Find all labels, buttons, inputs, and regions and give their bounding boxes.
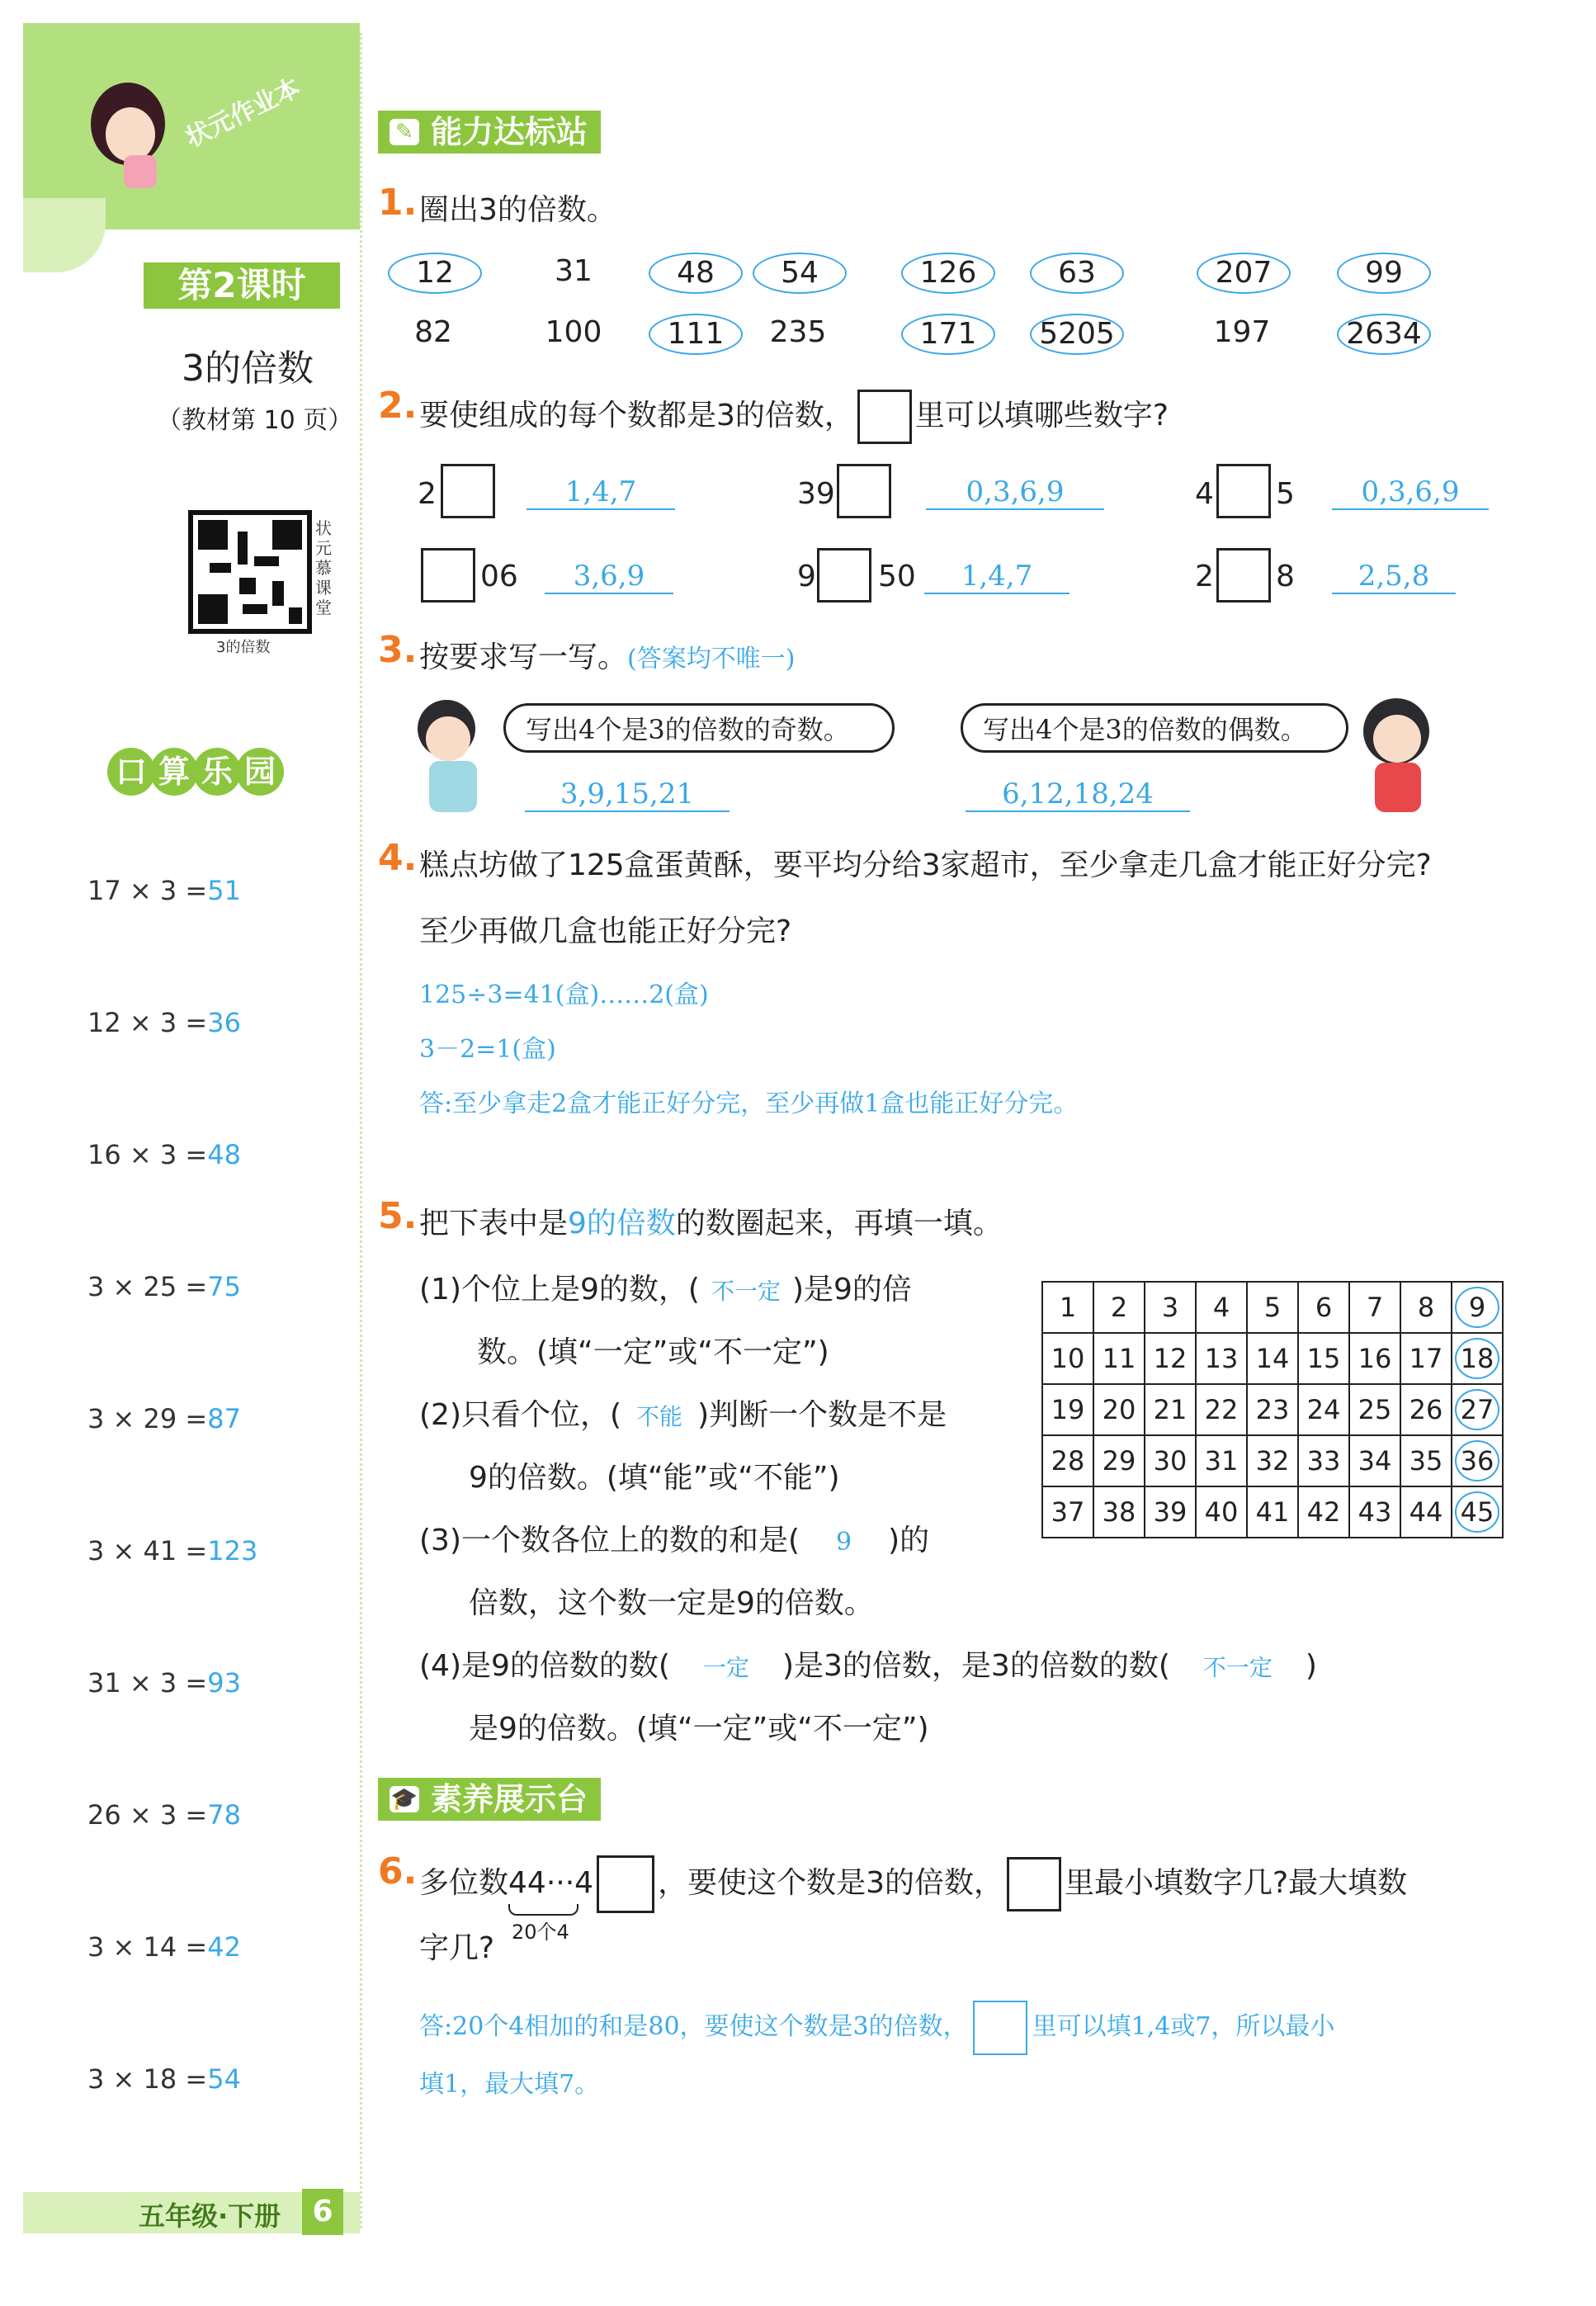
oral-item	[87, 875, 241, 906]
grid-cell[interactable]: 29	[1093, 1435, 1145, 1486]
blank-box-answer	[973, 2001, 1027, 2055]
grid-cell[interactable]: 5	[1247, 1282, 1298, 1333]
q6-number-digits: 44···4	[508, 1866, 594, 1900]
q5-p1-b: )是9的倍	[791, 1273, 912, 1307]
q5-part-3-cont: 倍数，这个数一定是9的倍数。	[469, 1586, 874, 1620]
question-number: 3.	[378, 629, 418, 671]
q1-number[interactable]: 207	[1197, 253, 1291, 294]
oral-title-char: 口	[107, 748, 155, 796]
grid-cell[interactable]: 33	[1298, 1435, 1349, 1486]
boy-mascot-body	[429, 761, 477, 812]
grid-cell[interactable]: 45	[1452, 1486, 1503, 1538]
oral-expr: 16 × 3 =	[87, 1139, 208, 1170]
q2-pre: 39	[797, 477, 835, 511]
oral-answer: 123	[207, 1535, 258, 1566]
grid-cell[interactable]: 25	[1349, 1384, 1400, 1435]
grid-cell[interactable]: 39	[1145, 1486, 1196, 1538]
q2-pre: 2	[1195, 560, 1214, 593]
question-number: 6.	[378, 1850, 418, 1893]
q1-number[interactable]: 126	[901, 253, 995, 294]
question-text	[419, 390, 1169, 444]
q5-part-4-cont: 是9的倍数。(填“一定”或“不一定”)	[469, 1712, 929, 1746]
blank-box[interactable]	[597, 1855, 654, 1913]
oral-expr: 3 × 41 =	[87, 1535, 208, 1566]
section-title: 素养展示台	[431, 1781, 588, 1817]
q6-ans-a: 答:20个4相加的和是80，要使这个数是3的倍数，	[419, 2012, 968, 2041]
grid-cell[interactable]: 28	[1042, 1435, 1093, 1486]
oral-expr: 3 × 18 =	[87, 2063, 208, 2095]
q5-part-1-cont: 数。(填“一定”或“不一定”)	[477, 1335, 829, 1369]
grid-cell[interactable]: 30	[1145, 1435, 1196, 1486]
q3-answer-right: 6,12,18,24	[966, 777, 1190, 812]
grid-cell[interactable]: 3	[1145, 1282, 1196, 1333]
grid-cell[interactable]: 9	[1452, 1282, 1503, 1333]
oral-expr: 31 × 3 =	[87, 1667, 208, 1699]
oral-title-char: 算	[150, 748, 198, 796]
grid-cell[interactable]: 31	[1196, 1435, 1247, 1486]
grid-row	[1042, 1435, 1503, 1486]
grid-cell[interactable]: 1	[1042, 1282, 1093, 1333]
girl-student-body	[1375, 763, 1421, 812]
grid-cell[interactable]: 2	[1093, 1282, 1145, 1333]
q2-post: 8	[1276, 560, 1295, 593]
q5-text-highlight: 9的倍数	[568, 1207, 676, 1240]
grid-cell[interactable]: 6	[1298, 1282, 1349, 1333]
oral-item	[87, 1535, 257, 1566]
blank-box[interactable]	[1007, 1857, 1061, 1911]
q5-p2-answer: 不能	[636, 1403, 683, 1430]
grid-row	[1042, 1282, 1503, 1333]
grid-cell[interactable]: 44	[1400, 1486, 1452, 1538]
question-text	[419, 1200, 1003, 1242]
girl-mascot-face	[106, 107, 155, 162]
q5-text-a: 把下表中是	[419, 1207, 569, 1240]
grid-cell[interactable]: 10	[1042, 1333, 1093, 1384]
question-number: 2.	[378, 385, 418, 427]
grid-cell[interactable]: 23	[1247, 1384, 1298, 1435]
q6-text-b: ，要使这个数是3的倍数，	[658, 1866, 1003, 1900]
question-text	[419, 634, 795, 676]
grid-cell[interactable]: 38	[1093, 1486, 1145, 1538]
grid-cell[interactable]: 20	[1093, 1384, 1145, 1435]
question-number: 5.	[378, 1195, 418, 1237]
question-number: 4.	[378, 837, 418, 879]
oral-expr: 26 × 3 =	[87, 1799, 208, 1831]
blank-box[interactable]	[817, 548, 871, 602]
column-divider	[360, 33, 362, 2228]
q2-answer: 1,4,7	[924, 560, 1070, 594]
q1-number[interactable]: 63	[1030, 253, 1124, 294]
grid-cell[interactable]: 41	[1247, 1486, 1298, 1538]
speech-bubble-right: 写出4个是3的倍数的偶数。	[961, 703, 1348, 753]
q1-number[interactable]: 48	[649, 253, 743, 294]
q3-answer-left: 3,9,15,21	[525, 777, 730, 812]
grid-cell[interactable]: 16	[1349, 1333, 1400, 1384]
q6-answer-line-1	[419, 2001, 1334, 2055]
grid-cell[interactable]: 11	[1093, 1333, 1145, 1384]
q6-text-c: 里最小填数字几?最大填数	[1064, 1866, 1408, 1900]
oral-item	[87, 1931, 241, 1963]
oral-answer: 48	[207, 1139, 241, 1170]
grid-cell[interactable]: 8	[1400, 1282, 1452, 1333]
oral-answer: 42	[207, 1931, 241, 1963]
blank-box[interactable]	[421, 548, 475, 602]
q6-number	[508, 1866, 594, 1944]
question-text: 字几?	[419, 1931, 495, 1965]
grid-row	[1042, 1333, 1503, 1384]
q5-p3-a: (3)一个数各位上的数的和是(	[419, 1524, 800, 1557]
q5-part-1	[419, 1266, 912, 1308]
qr-side-label: 状元慕课堂	[315, 518, 332, 617]
oral-answer: 36	[207, 1007, 241, 1038]
oral-item	[87, 1667, 241, 1699]
grid-cell[interactable]: 14	[1247, 1333, 1298, 1384]
oral-item	[87, 1007, 241, 1038]
grid-cell[interactable]: 7	[1349, 1282, 1400, 1333]
girl-student-face	[1373, 715, 1421, 763]
grid-cell[interactable]: 43	[1349, 1486, 1400, 1538]
grid-cell[interactable]: 35	[1400, 1435, 1452, 1486]
q1-number[interactable]: 235	[769, 315, 827, 349]
q2-answer: 2,5,8	[1332, 560, 1456, 594]
grid-cell[interactable]: 15	[1298, 1333, 1349, 1384]
q2-post: 06	[480, 560, 518, 593]
q2-text-a: 要使组成的每个数都是3的倍数，	[419, 399, 854, 432]
oral-item	[87, 2063, 241, 2095]
q5-part-2	[419, 1392, 947, 1434]
blank-box	[857, 390, 912, 444]
question-text: 至少再做几盒也能正好分完?	[419, 914, 792, 948]
number-grid	[1041, 1281, 1504, 1538]
brace-icon	[508, 1904, 578, 1916]
section-title: 能力达标站	[431, 114, 588, 150]
q1-number[interactable]: 111	[649, 314, 743, 355]
oral-expr: 17 × 3 =	[87, 875, 208, 906]
oral-expr: 3 × 25 =	[87, 1271, 208, 1302]
q2-pre: 4	[1195, 477, 1214, 511]
oral-item	[87, 1139, 241, 1170]
grade-label: 五年级·下册	[139, 2200, 281, 2232]
q5-p2-a: (2)只看个位，(	[419, 1398, 622, 1432]
oral-item	[87, 1403, 241, 1434]
grid-cell[interactable]: 26	[1400, 1384, 1452, 1435]
q6-brace-label: 20个4	[512, 1921, 569, 1944]
q1-number[interactable]: 82	[414, 315, 452, 349]
q1-number[interactable]: 12	[388, 253, 482, 294]
speech-bubble-left: 写出4个是3的倍数的奇数。	[503, 703, 895, 753]
question-text	[419, 1855, 1408, 1944]
grid-cell[interactable]: 34	[1349, 1435, 1400, 1486]
grid-cell[interactable]: 40	[1196, 1486, 1247, 1538]
girl-mascot-body	[124, 155, 157, 188]
lesson-reference: （教材第 10 页）	[157, 406, 353, 435]
lesson-title: 3的倍数	[182, 347, 314, 390]
oral-answer: 54	[207, 2063, 241, 2095]
q5-part-3	[419, 1517, 929, 1559]
grid-cell[interactable]: 37	[1042, 1486, 1093, 1538]
oral-answer: 87	[207, 1403, 241, 1434]
pencil-icon: ✎	[390, 119, 419, 145]
q2-answer: 3,6,9	[545, 560, 673, 594]
oral-expr: 3 × 29 =	[87, 1403, 208, 1434]
q5-p3-b: )的	[888, 1524, 930, 1557]
q2-pre: 2	[418, 477, 437, 511]
grid-cell[interactable]: 4	[1196, 1282, 1247, 1333]
graduation-cap-icon: 🎓	[390, 1787, 418, 1812]
blank-box[interactable]	[837, 464, 891, 518]
grid-cell[interactable]: 42	[1298, 1486, 1349, 1538]
q2-pre: 9	[797, 560, 816, 593]
grid-cell[interactable]: 18	[1452, 1333, 1503, 1384]
q5-p4-a: (4)是9的倍数的数(	[419, 1649, 670, 1683]
q1-number[interactable]: 2634	[1337, 314, 1431, 355]
q1-number[interactable]: 197	[1213, 315, 1271, 349]
q5-part-2-cont: 9的倍数。(填“能”或“不能”)	[469, 1461, 840, 1495]
question-number: 1.	[378, 182, 418, 224]
page-number: 6	[302, 2189, 343, 2235]
grid-cell[interactable]: 19	[1042, 1384, 1093, 1435]
question-text: 圈出3的倍数。	[419, 193, 616, 227]
q2-text-b: 里可以填哪些数字?	[914, 399, 1169, 432]
grid-cell[interactable]: 17	[1400, 1333, 1452, 1384]
oral-answer: 75	[207, 1271, 241, 1302]
oral-expr: 12 × 3 =	[87, 1007, 208, 1038]
q4-answer: 答:至少拿走2盒才能正好分完，至少再做1盒也能正好分完。	[419, 1089, 1079, 1118]
q5-p3-answer: 9	[836, 1528, 852, 1557]
q6-ans-b: 里可以填1,4或7，所以最小	[1032, 2012, 1335, 2041]
q4-work-2: 3－2=1(盒)	[419, 1035, 556, 1064]
q5-p4-b: )是3的倍数，是3的倍数的数(	[781, 1649, 1170, 1683]
lesson-tag: 第2课时	[144, 262, 340, 309]
brand-logo: 状元作业本	[181, 73, 305, 154]
qr-caption: 3的倍数	[216, 639, 271, 656]
qr-code-icon[interactable]	[188, 510, 312, 634]
q1-number[interactable]: 31	[555, 254, 593, 288]
q5-p1-answer: 不一定	[711, 1278, 781, 1305]
oral-answer: 51	[207, 875, 241, 906]
q6-text-a: 多位数	[419, 1866, 509, 1900]
blank-box[interactable]	[441, 464, 495, 518]
q1-number[interactable]: 5205	[1030, 314, 1124, 355]
q1-number[interactable]: 99	[1337, 253, 1431, 294]
q5-p2-b: )判断一个数是不是	[697, 1398, 947, 1432]
q5-p4-answer-1: 一定	[702, 1654, 749, 1681]
grid-cell[interactable]: 21	[1145, 1384, 1196, 1435]
grid-row	[1042, 1486, 1503, 1538]
q5-p4-c: )	[1305, 1649, 1317, 1683]
section-tag-literacy	[378, 1778, 601, 1821]
grid-cell[interactable]: 22	[1196, 1384, 1247, 1435]
grid-cell[interactable]: 24	[1298, 1384, 1349, 1435]
grid-cell[interactable]: 36	[1452, 1435, 1503, 1486]
q4-work-1: 125÷3=41(盒)……2(盒)	[419, 981, 709, 1009]
q5-p1-a: (1)个位上是9的数，(	[419, 1273, 700, 1307]
grid-cell[interactable]: 32	[1247, 1435, 1298, 1486]
oral-item	[87, 1271, 241, 1302]
q5-part-4	[419, 1642, 1317, 1685]
oral-item	[87, 1799, 241, 1831]
q3-note: (答案均不唯一)	[627, 645, 796, 673]
q2-post: 50	[878, 560, 916, 593]
q2-answer: 0,3,6,9	[926, 475, 1104, 510]
q1-number[interactable]: 54	[753, 253, 847, 294]
q5-p4-answer-2: 不一定	[1202, 1654, 1273, 1681]
grid-cell[interactable]: 12	[1145, 1333, 1196, 1384]
question-text: 糕点坊做了125盒蛋黄酥，要平均分给3家超市，至少拿走几盒才能正好分完?	[419, 848, 1432, 882]
oral-title-char: 园	[236, 748, 284, 796]
q5-text-b: 的数圈起来，再填一填。	[675, 1207, 1003, 1240]
q1-number[interactable]: 100	[545, 315, 602, 349]
oral-answer: 93	[207, 1667, 241, 1699]
oral-title-char: 乐	[193, 748, 241, 796]
blank-box[interactable]	[1216, 548, 1271, 602]
q6-answer-line-2: 填1，最大填7。	[419, 2070, 600, 2099]
oral-answer: 78	[207, 1799, 241, 1831]
oral-expr: 3 × 14 =	[87, 1931, 208, 1963]
boy-mascot-face	[426, 716, 470, 761]
section-tag-ability	[378, 111, 601, 154]
blank-box[interactable]	[1216, 464, 1271, 518]
q2-post: 5	[1276, 477, 1295, 511]
grid-cell[interactable]: 27	[1452, 1384, 1503, 1435]
grid-row	[1042, 1384, 1503, 1435]
q3-text: 按要求写一写。	[419, 640, 628, 674]
q1-number[interactable]: 171	[901, 314, 995, 355]
q2-answer: 1,4,7	[526, 475, 675, 510]
q2-answer: 0,3,6,9	[1332, 475, 1489, 510]
grid-cell[interactable]: 13	[1196, 1333, 1247, 1384]
